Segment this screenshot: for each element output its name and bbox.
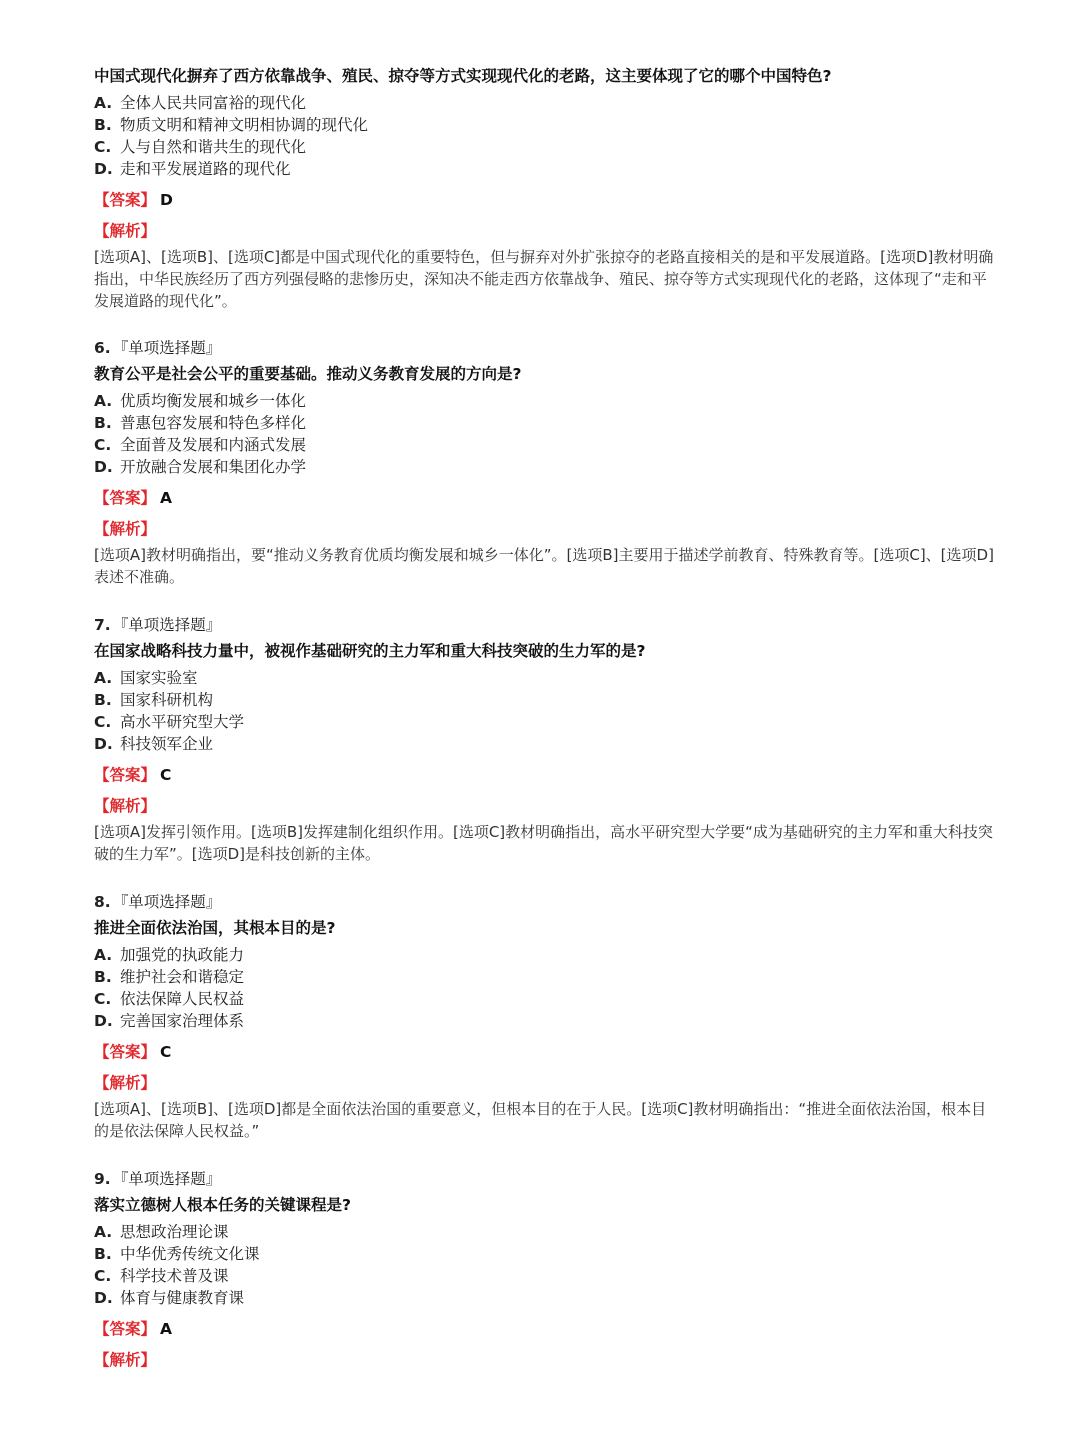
question-7 [94, 615, 994, 865]
question-number: 8. [94, 893, 111, 911]
analysis-label: 【解析】 [94, 222, 157, 240]
option-c [94, 711, 994, 733]
option-text: 全面普及发展和内涵式发展 [120, 436, 307, 454]
option-text: 普惠包容发展和特色多样化 [120, 414, 307, 432]
question-header [94, 338, 994, 358]
answer-label: 【答案】 [94, 766, 157, 784]
answer-value: A [160, 1320, 173, 1338]
option-text: 中华优秀传统文化课 [120, 1245, 260, 1263]
option-text: 人与自然和谐共生的现代化 [120, 138, 307, 156]
option-letter: D. [94, 458, 113, 476]
option-c [94, 988, 994, 1010]
option-a [94, 1221, 994, 1243]
option-text: 优质均衡发展和城乡一体化 [120, 392, 307, 410]
option-b [94, 114, 994, 136]
option-b [94, 1243, 994, 1265]
option-letter: C. [94, 1267, 112, 1285]
question-type: 『单项选择题』 [112, 1170, 222, 1188]
option-c [94, 1265, 994, 1287]
question-header [94, 1169, 994, 1189]
option-text: 走和平发展道路的现代化 [120, 160, 291, 178]
answer-label: 【答案】 [94, 191, 157, 209]
answer-line [94, 1042, 994, 1062]
option-text: 全体人民共同富裕的现代化 [120, 94, 307, 112]
option-d [94, 733, 994, 755]
question-stem: 在国家战略科技力量中，被视作基础研究的主力军和重大科技突破的生力军的是? [94, 642, 646, 660]
answer-line [94, 190, 994, 210]
option-letter: B. [94, 691, 112, 709]
option-letter: A. [94, 946, 113, 964]
explanation-text: [选项A]教材明确指出，要“推动义务教育优质均衡发展和城乡一体化”。[选项B]主要用于描述学前教育、特殊教育等。[选项C]、[选项D]表述不准确。 [94, 546, 994, 586]
option-letter: D. [94, 1012, 113, 1030]
option-d [94, 158, 994, 180]
option-text: 高水平研究型大学 [120, 713, 245, 731]
option-text: 物质文明和精神文明相协调的现代化 [120, 116, 369, 134]
option-a [94, 92, 994, 114]
answer-label: 【答案】 [94, 1320, 157, 1338]
question-stem: 落实立德树人根本任务的关键课程是? [94, 1196, 351, 1214]
question-8 [94, 892, 994, 1142]
option-text: 思想政治理论课 [120, 1223, 229, 1241]
option-text: 科技领军企业 [120, 735, 214, 753]
option-b [94, 689, 994, 711]
option-letter: B. [94, 414, 112, 432]
option-a [94, 390, 994, 412]
answer-label: 【答案】 [94, 1043, 157, 1061]
question-number: 6. [94, 339, 111, 357]
answer-value: C [160, 1043, 172, 1061]
option-letter: A. [94, 1223, 113, 1241]
question-type: 『单项选择题』 [112, 893, 222, 911]
option-letter: C. [94, 990, 112, 1008]
option-letter: C. [94, 436, 112, 454]
question-number: 7. [94, 616, 111, 634]
question-stem: 教育公平是社会公平的重要基础。推动义务教育发展的方向是? [94, 365, 522, 383]
question-stem: 中国式现代化摒弃了西方依靠战争、殖民、掠夺等方式实现现代化的老路，这主要体现了它的哪个中国特色? [94, 67, 832, 85]
question-header [94, 615, 994, 635]
analysis-label: 【解析】 [94, 1351, 157, 1369]
option-letter: A. [94, 392, 113, 410]
option-c [94, 434, 994, 456]
option-letter: A. [94, 94, 113, 112]
option-letter: C. [94, 713, 112, 731]
option-a [94, 667, 994, 689]
explanation-text: [选项A]、[选项B]、[选项C]都是中国式现代化的重要特色，但与摒弃对外扩张掠夺的老路直接相关的是和平发展道路。[选项D]教材明确指出，中华民族经历了西方列强侵略的悲惨历史，深知决不能走西方依靠战争、殖民、掠夺等方式实现现代化的老路，这体现了“走和平发展道路的现代化”。 [94, 248, 994, 310]
option-letter: B. [94, 1245, 112, 1263]
answer-value: D [160, 191, 173, 209]
analysis-label: 【解析】 [94, 1074, 157, 1092]
answer-value: A [160, 489, 173, 507]
option-text: 开放融合发展和集团化办学 [120, 458, 307, 476]
question-5 [94, 66, 994, 312]
option-text: 国家实验室 [120, 669, 198, 687]
question-type: 『单项选择题』 [112, 339, 222, 357]
answer-line [94, 1319, 994, 1339]
question-header [94, 892, 994, 912]
option-letter: D. [94, 735, 113, 753]
option-d [94, 1287, 994, 1309]
question-6 [94, 338, 994, 588]
option-text: 加强党的执政能力 [120, 946, 245, 964]
question-type: 『单项选择题』 [112, 616, 222, 634]
option-text: 科学技术普及课 [120, 1267, 229, 1285]
option-b [94, 412, 994, 434]
option-c [94, 136, 994, 158]
answer-value: C [160, 766, 172, 784]
option-letter: C. [94, 138, 112, 156]
option-text: 维护社会和谐稳定 [120, 968, 245, 986]
option-letter: D. [94, 160, 113, 178]
option-d [94, 456, 994, 478]
option-text: 完善国家治理体系 [120, 1012, 245, 1030]
option-letter: D. [94, 1289, 113, 1307]
analysis-label: 【解析】 [94, 520, 157, 538]
question-9 [94, 1169, 994, 1370]
option-text: 依法保障人民权益 [120, 990, 245, 1008]
answer-line [94, 765, 994, 785]
option-letter: A. [94, 669, 113, 687]
option-text: 国家科研机构 [120, 691, 214, 709]
question-number: 9. [94, 1170, 111, 1188]
option-d [94, 1010, 994, 1032]
explanation-text: [选项A]、[选项B]、[选项D]都是全面依法治国的重要意义，但根本目的在于人民。[选项C]教材明确指出：“推进全面依法治国，根本目的是依法保障人民权益。” [94, 1100, 987, 1140]
option-letter: B. [94, 116, 112, 134]
answer-label: 【答案】 [94, 489, 157, 507]
answer-line [94, 488, 994, 508]
option-text: 体育与健康教育课 [120, 1289, 245, 1307]
question-stem: 推进全面依法治国，其根本目的是? [94, 919, 336, 937]
option-letter: B. [94, 968, 112, 986]
explanation-text: [选项A]发挥引领作用。[选项B]发挥建制化组织作用。[选项C]教材明确指出，高水平研究型大学要“成为基础研究的主力军和重大科技突破的生力军”。[选项D]是科技创新的主体。 [94, 823, 993, 863]
analysis-label: 【解析】 [94, 797, 157, 815]
option-a [94, 944, 994, 966]
option-b [94, 966, 994, 988]
